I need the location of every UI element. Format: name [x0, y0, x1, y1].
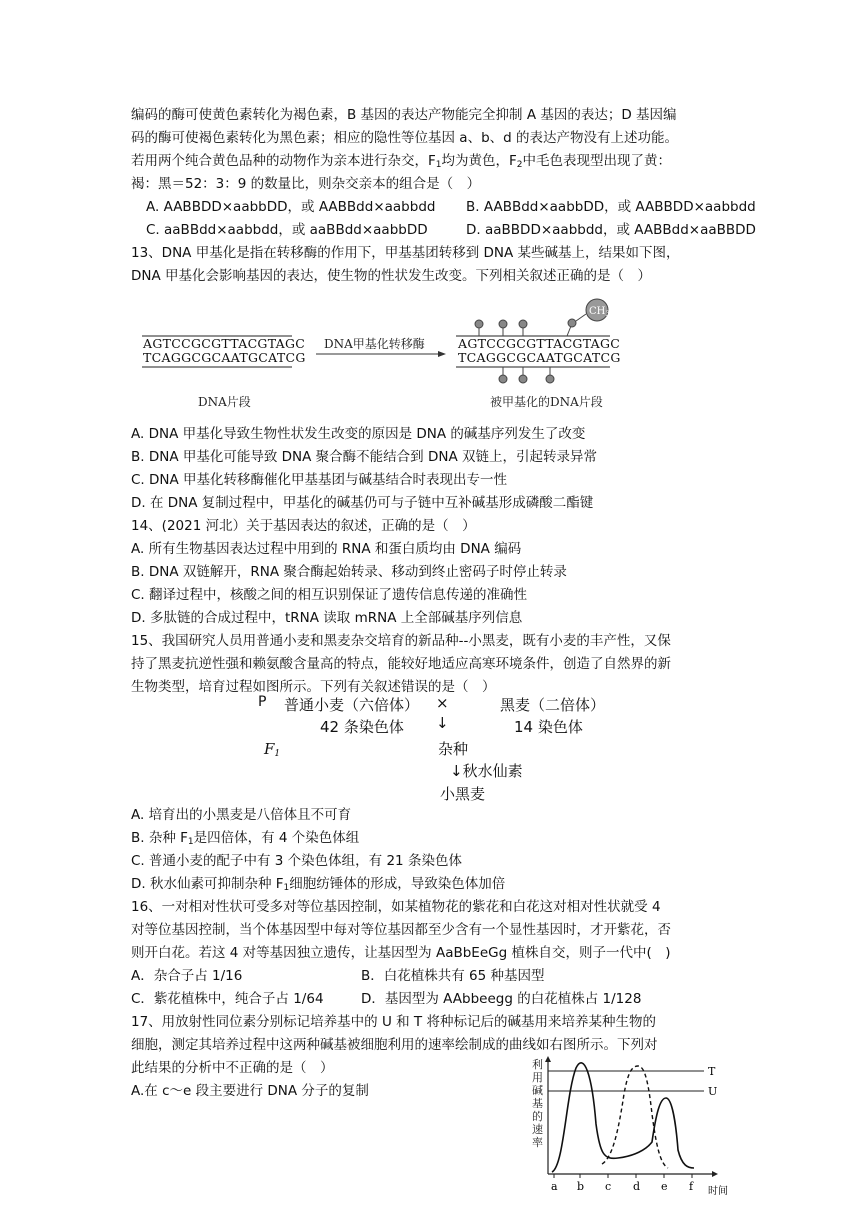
methyl-groups-top — [475, 314, 586, 336]
q16-option-c: C．紫花植株中，纯合子占 1/64 — [131, 991, 324, 1007]
chart-x-tick-label: e — [661, 1180, 668, 1193]
chart-series-u-line — [552, 1063, 694, 1172]
chart-x-label: 时间 — [708, 1186, 728, 1197]
q12-option-d: D. aaBBDD×aabbdd，或 AABBdd×aaBBDD — [466, 222, 756, 238]
q15-option-d-a: D. 秋水仙素可抑制杂种 F — [131, 876, 284, 892]
scheme-hybrid: 杂种 — [438, 740, 469, 758]
q16-line-3: 则开白花。若这 4 对等基因独立遗传，让基因型为 AaBbEeGg 植株自交，则子一代中( ) — [131, 945, 671, 961]
scheme-f1-label: $F_1$ — [264, 740, 281, 759]
scheme-arrow-down-1: ↓ — [436, 714, 449, 732]
scheme-wheat-chromosomes: 42 条染色体 — [320, 718, 404, 736]
scheme-p-label: P — [258, 694, 267, 710]
q17-line-1: 17、用放射性同位素分别标记培养基中的 U 和 T 将种标记后的碱基用来培养某种生物的 — [131, 1014, 656, 1030]
q12-line-3-c: 中毛色表现型出现了黄： — [522, 153, 671, 169]
chart-x-tick-label: a — [551, 1180, 558, 1193]
q12-sub-f2: 2 — [516, 160, 523, 170]
q13-line-1: 13、DNA 甲基化是指在转移酶的作用下，甲基基团转移到 DNA 某些碱基上，结果如下图， — [131, 245, 680, 261]
q14-option-b: B. DNA 双链解开，RNA 聚合酶起始转录、移动到终止密码子时停止转录 — [131, 564, 567, 580]
uptake-rate-chart — [528, 1054, 748, 1204]
q16-option-a: A．杂合子占 1/16 — [131, 968, 243, 984]
q14-option-c: C. 翻译过程中，核酸之间的相互识别保证了遗传信息传递的准确性 — [131, 587, 528, 603]
caption-dna-fragment: DNA片段 — [198, 395, 251, 409]
q13-option-b: B. DNA 甲基化可能导致 DNA 聚合酶不能结合到 DNA 双链上，引起转录异常 — [131, 449, 597, 465]
q17-option-a: A.在 c～e 段主要进行 DNA 分子的复制 — [131, 1083, 369, 1099]
chart-x-arrow — [712, 1171, 718, 1177]
chart-y-label: 利用碱基的速率 — [532, 1058, 543, 1149]
dna-right-top-seq: AGTCCGCGTTACGTAGC — [458, 336, 621, 351]
scheme-rye: 黑麦（二倍体） — [500, 696, 606, 714]
q12-option-a: A. AABBDD×aabbDD，或 AABBdd×aabbdd — [146, 199, 436, 215]
chart-x-tick-label: b — [577, 1180, 585, 1193]
q13-option-d: D. 在 DNA 复制过程中，甲基化的碱基仍可与子链中互补碱基形成磷酸二酯键 — [131, 495, 594, 511]
q12-line-4: 褐：黑＝52：3：9 的数量比，则杂交亲本的组合是（ ） — [131, 176, 481, 192]
q13-option-a: A. DNA 甲基化导致生物性状发生改变的原因是 DNA 的碱基序列发生了改变 — [131, 426, 586, 442]
q16-line-2: 对等位基因控制，当个体基因型中每对等位基因都至少含有一个显性基因时，才开紫花，否 — [131, 922, 671, 938]
scheme-triticale: 小黑麦 — [440, 785, 486, 803]
enzyme-label: DNA甲基化转移酶 — [324, 337, 425, 351]
methyl-groups-bottom — [499, 367, 554, 383]
q12-sub-f1: 1 — [435, 160, 442, 170]
q15-option-d-sub: 1 — [283, 883, 290, 893]
q15-option-a: A. 培育出的小黑麦是八倍体且不可育 — [131, 807, 352, 823]
scheme-rye-chromosomes: 14 染色体 — [514, 718, 583, 736]
scheme-wheat: 普通小麦（六倍体） — [284, 696, 420, 714]
q12-line-3-b: 均为黄色，F — [441, 153, 517, 169]
q17-line-3: 此结果的分析中不正确的是（ ） — [131, 1060, 334, 1076]
q15-line-3: 生物类型，培育过程如图所示。下列有关叙述错误的是（ ） — [131, 679, 496, 695]
q15-option-c: C. 普通小麦的配子中有 3 个染色体组，有 21 条染色体 — [131, 853, 462, 869]
dna-left-top-seq: AGTCCGCGTTACGTAGC — [143, 336, 306, 351]
chart-x-tick-label: f — [689, 1180, 694, 1193]
scheme-colchicine-label: 秋水仙素 — [462, 762, 523, 780]
dna-left-bot-seq: TCAGGCGCAATGCATCG — [143, 350, 306, 365]
q15-line-2: 持了黑麦抗逆性强和赖氨酸含量高的特点，能较好地适应高寒环境条件，创造了自然界的新 — [131, 656, 671, 672]
dna-methylation-figure — [140, 296, 640, 416]
q13-line-2: DNA 甲基化会影响基因的表达，使生物的性状发生改变。下列相关叙述正确的是（ ） — [131, 268, 652, 284]
chart-x-tick-label: d — [633, 1180, 641, 1193]
q12-option-c: C. aaBBdd×aabbdd，或 aaBBdd×aabbDD — [146, 222, 428, 238]
q16-option-b: B．白花植株共有 65 种基因型 — [361, 968, 545, 984]
q15-option-b-sub: 1 — [187, 837, 194, 847]
q15-option-b-b: 是四倍体，有 4 个染色体组 — [193, 830, 360, 846]
q12-line-2: 码的酶可使褐色素转化为黑色素；相应的隐性等位基因 a、b、d 的表达产物没有上述功能。 — [131, 130, 678, 146]
ch3-label: $CH_3$ — [589, 306, 610, 318]
scheme-cross: × — [436, 694, 449, 712]
dna-right-bot-seq: TCAGGCGCAATGCATCG — [458, 350, 621, 365]
q15-option-d-b: 细胞纺锤体的形成，导致染色体加倍 — [289, 876, 506, 892]
triticale-breeding-scheme — [250, 694, 630, 806]
q16-option-d: D．基因型为 AAbbeegg 的白花植株占 1/128 — [361, 991, 642, 1007]
q14-line-1: 14、(2021 河北）关于基因表达的叙述，正确的是（ ） — [131, 518, 476, 534]
q16-line-1: 16、一对相对性状可受多对等位基因控制，如某植物花的紫花和白花这对相对性状就受 4 — [131, 899, 661, 915]
q17-line-2: 细胞，测定其培养过程中这两种碱基被细胞利用的速率绘制成的曲线如右图所示。下列对 — [131, 1037, 658, 1053]
chart-legend-u: U — [708, 1085, 718, 1098]
chart-x-tick-label: c — [605, 1180, 612, 1193]
q14-option-d: D. 多肽链的合成过程中，tRNA 读取 mRNA 上全部碱基序列信息 — [131, 610, 523, 626]
q14-option-a: A. 所有生物基因表达过程中用到的 RNA 和蛋白质均由 DNA 编码 — [131, 541, 522, 557]
chart-series-t-line — [602, 1066, 668, 1168]
q15-option-b-a: B. 杂种 F — [131, 830, 188, 846]
q13-option-c: C. DNA 甲基化转移酶催化甲基基团与碱基结合时表现出专一性 — [131, 472, 508, 488]
transfer-arrow-head — [438, 351, 446, 357]
q12-line-3-a: 若用两个纯合黄色品种的动物作为亲本进行杂交，F — [131, 153, 436, 169]
q15-line-1: 15、我国研究人员用普通小麦和黑麦杂交培育的新品种--小黑麦，既有小麦的丰产性，又保 — [131, 633, 671, 649]
chart-y-arrow — [545, 1056, 551, 1062]
chart-x-ticks — [551, 1174, 694, 1193]
caption-methylated-dna: 被甲基化的DNA片段 — [490, 395, 603, 409]
q12-option-b: B. AABBdd×aabbDD，或 AABBDD×aabbdd — [466, 199, 756, 215]
chart-legend-t: T — [708, 1065, 716, 1078]
scheme-colchicine: ↓秋水仙素 — [450, 762, 523, 780]
q12-line-1: 编码的酶可使黄色素转化为褐色素，B 基因的表达产物能完全抑制 A 基因的表达；D 基因编 — [131, 107, 677, 123]
